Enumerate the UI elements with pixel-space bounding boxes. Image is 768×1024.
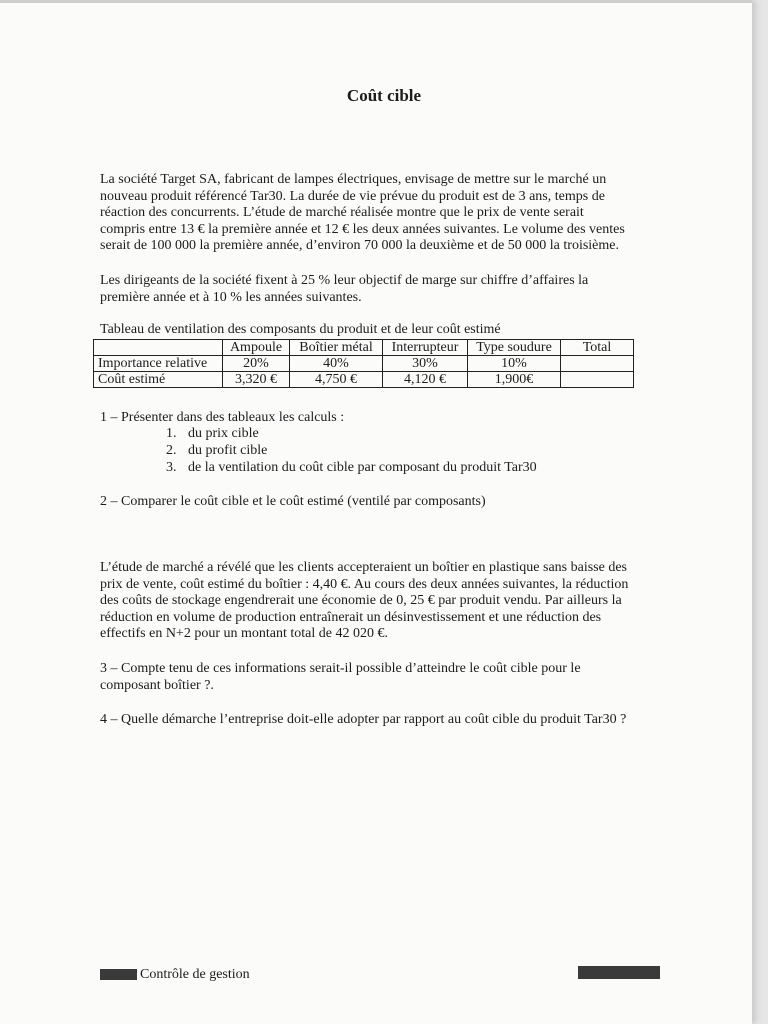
context-paragraph — [100, 560, 690, 643]
table-cell: 1,900€ — [468, 372, 561, 388]
question-1-list — [166, 426, 537, 477]
list-item-number: 2. — [166, 443, 177, 458]
table-header-cell: Total — [561, 340, 634, 356]
table-header-cell — [94, 340, 223, 356]
table-cell: 20% — [223, 356, 290, 372]
paragraph-line: des coûts de stockage engendrerait une économie de 0, 25 € par produit vendu. Par ailleurs la — [100, 593, 622, 608]
table-cell — [561, 372, 634, 388]
table-row — [94, 356, 634, 372]
list-item-text: du profit cible — [188, 443, 268, 458]
table-caption: Tableau de ventilation des composants du produit et de leur coût estimé — [100, 322, 501, 337]
intro-paragraph-2 — [100, 273, 690, 306]
table-cell: 3,320 € — [223, 372, 290, 388]
paragraph-line: composant boîtier ?. — [100, 677, 214, 693]
list-item — [166, 426, 537, 443]
footer-redaction-right — [578, 966, 660, 979]
table-row-label: Coût estimé — [94, 372, 223, 388]
paragraph-line: première année et à 10 % les années suivantes. — [100, 289, 362, 305]
table-row — [94, 372, 634, 388]
paragraph-line: prix de vente, coût estimé du boîtier : 4,40 €. Au cours des deux années suivantes, la réduction — [100, 576, 629, 592]
question-3 — [100, 661, 690, 694]
page-title: Coût cible — [346, 86, 422, 105]
table-row-label: Importance relative — [94, 356, 223, 372]
table-cell — [561, 356, 634, 372]
question-4: 4 – Quelle démarche l’entreprise doit-elle adopter par rapport au coût cible du produit Tar30 ? — [100, 712, 627, 727]
paragraph-line: La société Target SA, fabricant de lampes électriques, envisage de mettre sur le marché un — [100, 172, 607, 187]
paragraph-line: nouveau produit référencé Tar30. La durée de vie prévue du produit est de 3 ans, temps de — [100, 188, 605, 204]
list-item — [166, 443, 537, 460]
paragraph-line: réaction des concurrents. L’étude de marché réalisée montre que le prix de vente serait — [100, 205, 584, 220]
table-header-cell: Ampoule — [223, 340, 290, 356]
paragraph-line: effectifs en N+2 pour un montant total de 42 020 €. — [100, 626, 388, 641]
paragraph-line: compris entre 13 € la première année et 12 € les deux années suivantes. Le volume des ventes — [100, 221, 625, 237]
table-cell: 40% — [290, 356, 383, 372]
scan-edge — [0, 0, 752, 3]
paragraph-line: Les dirigeants de la société fixent à 25 % leur objectif de marge sur chiffre d’affaires la — [100, 273, 589, 288]
paragraph-line: L’étude de marché a révélé que les clients accepteraient un boîtier en plastique sans baisse des — [100, 560, 627, 575]
table-header-cell: Interrupteur — [383, 340, 468, 356]
table-cell: 10% — [468, 356, 561, 372]
footer-redaction-left — [100, 969, 137, 980]
paragraph-line: serait de 100 000 la première année, d’environ 70 000 la deuxième et de 50 000 la troisième. — [100, 238, 619, 253]
list-item-text: de la ventilation du coût cible par composant du produit Tar30 — [188, 460, 537, 475]
question-1: 1 – Présenter dans des tableaux les calculs : — [100, 410, 345, 425]
list-item-text: du prix cible — [188, 426, 259, 441]
paragraph-line: réduction en volume de production entraînerait un désinvestissement et une réduction des — [100, 609, 602, 625]
intro-paragraph-1 — [100, 172, 690, 255]
paragraph-line: 3 – Compte tenu de ces informations serait-il possible d’atteindre le coût cible pour le — [100, 661, 581, 676]
ventilation-table — [93, 339, 634, 388]
table-cell: 4,120 € — [383, 372, 468, 388]
list-item — [166, 460, 537, 477]
table-header-cell: Type soudure — [468, 340, 561, 356]
footer-label: Contrôle de gestion — [140, 967, 250, 982]
table-header-cell: Boîtier métal — [290, 340, 383, 356]
list-item-number: 1. — [166, 426, 177, 441]
table-cell: 30% — [383, 356, 468, 372]
list-item-number: 3. — [166, 460, 177, 475]
question-2: 2 – Comparer le coût cible et le coût estimé (ventilé par composants) — [100, 494, 486, 509]
table-header-row — [94, 340, 634, 356]
table-cell: 4,750 € — [290, 372, 383, 388]
